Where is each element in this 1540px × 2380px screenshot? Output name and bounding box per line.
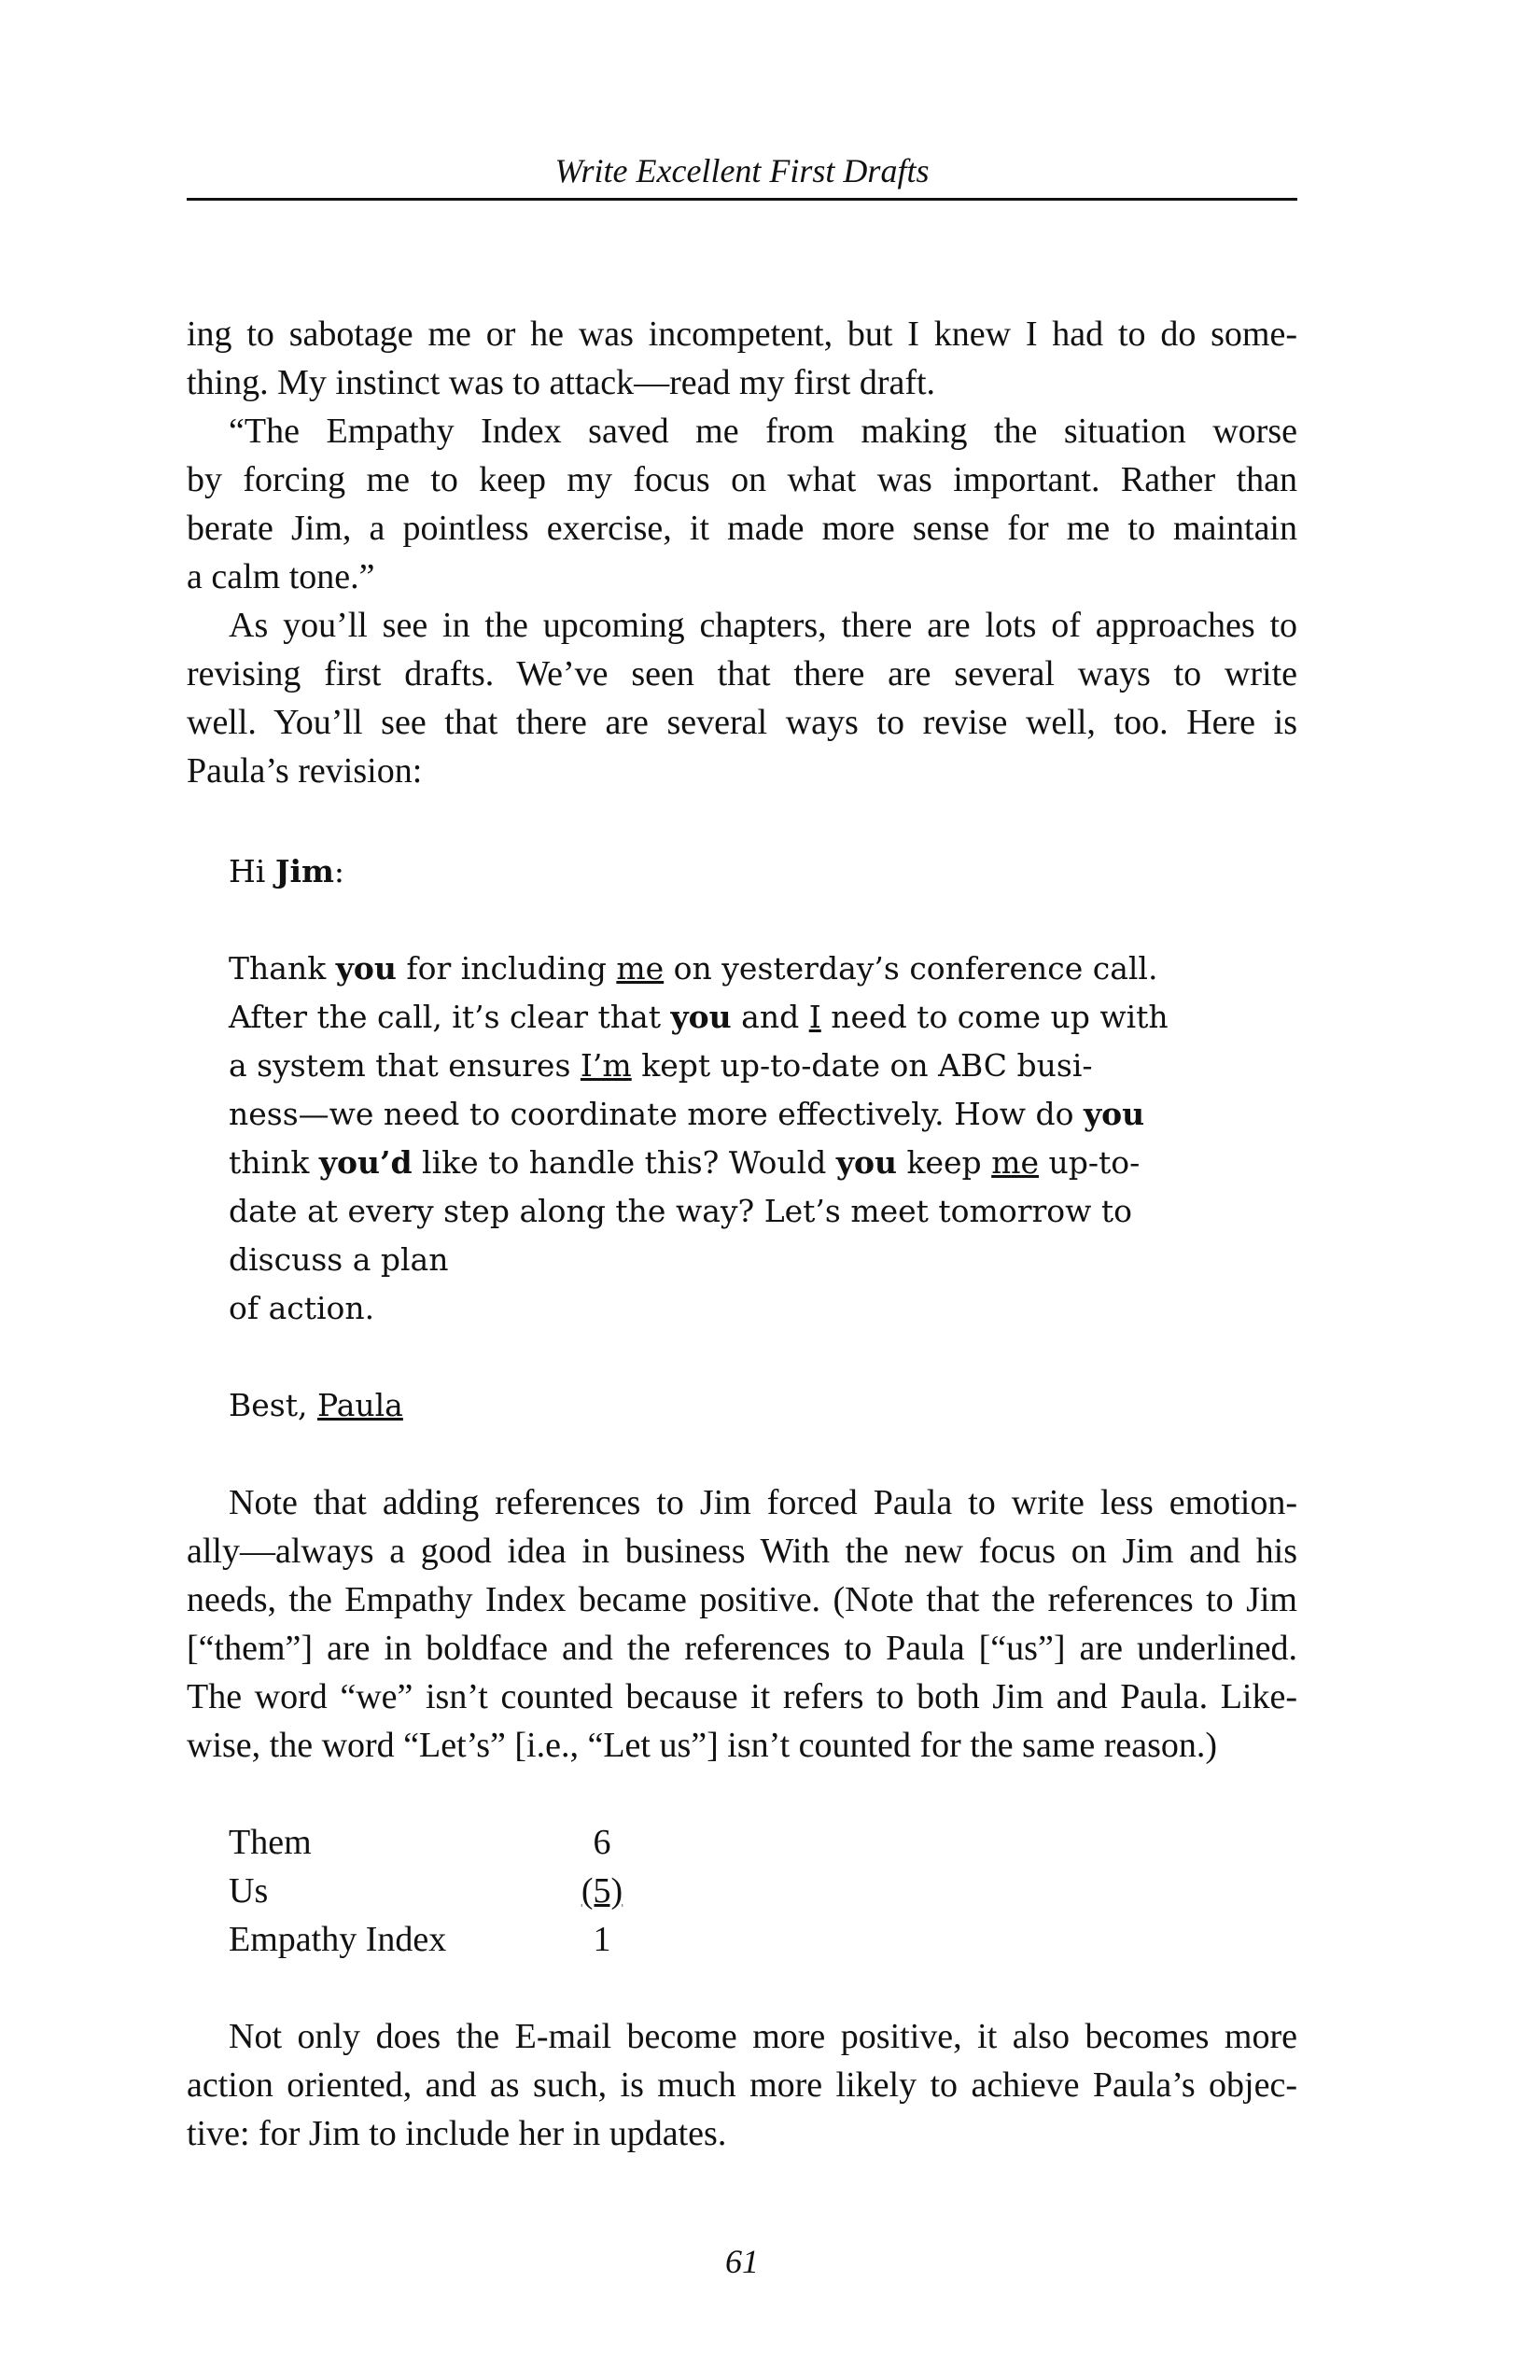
text-line: Note that adding references to Jim forced Paula to write less emotion- [229, 1483, 1297, 1522]
text-line: by forcing me to keep my focus on what was important. Rather than [187, 460, 1297, 499]
text-line: Paula’s revision: [187, 751, 423, 791]
email-them-ref: you’d [318, 1144, 413, 1181]
email-them-ref: Jim [274, 853, 334, 889]
text-line: wise, the word “Let’s” [i.e., “Let us”] isn’t counted for the same reason.) [187, 1726, 1218, 1765]
email-us-ref: me [616, 950, 665, 987]
table-label: Them [229, 1823, 312, 1862]
table-label: Empathy Index [229, 1920, 447, 1959]
email-text: kept up-to-date on ABC busi- [631, 1047, 1093, 1084]
text-line: As you’ll see in the upcoming chapters, there are lots of approaches to [229, 606, 1297, 645]
email-greeting [229, 847, 344, 896]
text-line: ally—always a good idea in business With the new focus on Jim and his [187, 1532, 1297, 1571]
email-line: date at every step along the way? Let’s meet tomorrow to [229, 1193, 1132, 1229]
email-text: After the call, it’s clear that [229, 999, 671, 1035]
email-text: like to handle this? Would [412, 1144, 836, 1181]
running-header: Write Excellent First Drafts [554, 152, 930, 189]
email-line [229, 945, 1157, 993]
email-line [229, 1139, 1140, 1187]
email-us-ref: me [991, 1144, 1040, 1181]
email-line: discuss a plan [229, 1241, 449, 1278]
text-line: tive: for Jim to include her in updates. [187, 2114, 727, 2153]
text-line: ing to sabotage me or he was incompetent, but I knew I had to do some- [187, 315, 1297, 354]
page-number: 61 [725, 2243, 759, 2280]
email-text: keep [897, 1144, 992, 1181]
email-line: of action. [229, 1290, 375, 1326]
text-line: [“them”] are in boldface and the references to Paula [“us”] are underlined. [187, 1629, 1297, 1668]
email-text: a system that ensures [229, 1047, 581, 1084]
email-text: think [229, 1144, 319, 1181]
email-us-ref: I [808, 999, 821, 1035]
email-us-ref: Paula [316, 1387, 403, 1423]
text-line: well. You’ll see that there are several ways to revise well, too. Here is [187, 703, 1297, 742]
table-value: (5) [581, 1871, 623, 1911]
email-us-ref: I’m [580, 1047, 632, 1084]
email-text: Hi [229, 853, 275, 889]
table-value: 1 [593, 1920, 611, 1959]
email-text: ness—we need to coordinate more effectively. How do [229, 1096, 1084, 1132]
email-line [229, 1042, 1093, 1090]
email-text: up-to- [1039, 1144, 1141, 1181]
email-them-ref: you [335, 950, 397, 987]
text-line: Not only does the E-mail become more positive, it also becomes more [229, 2017, 1297, 2056]
email-text: and [731, 999, 809, 1035]
email-line [229, 1090, 1144, 1139]
text-line: The word “we” isn’t counted because it refers to both Jim and Paula. Like- [187, 1677, 1297, 1716]
email-them-ref: you [670, 999, 732, 1035]
text-line: berate Jim, a pointless exercise, it made more sense for me to maintain [187, 509, 1297, 548]
email-text: Thank [229, 950, 336, 987]
text-line: action oriented, and as such, is much more likely to achieve Paula’s objec- [187, 2065, 1297, 2105]
text-line: “The Empathy Index saved me from making the situation worse [229, 412, 1297, 451]
email-text: Best, [229, 1387, 317, 1423]
table-label: Us [229, 1871, 269, 1911]
email-text: need to come up with [820, 999, 1169, 1035]
email-text: for including [396, 950, 617, 987]
table-value: 6 [593, 1823, 611, 1862]
email-signoff [229, 1381, 403, 1430]
header-rule [187, 198, 1297, 201]
text-line: revising first drafts. We’ve seen that there are several ways to write [187, 654, 1297, 693]
email-text: : [333, 853, 345, 889]
email-line [229, 993, 1169, 1042]
email-text: on yesterday’s conference call. [664, 950, 1158, 987]
text-line: a calm tone.” [187, 557, 375, 596]
email-them-ref: you [835, 1144, 898, 1181]
email-them-ref: you [1083, 1096, 1145, 1132]
text-line: thing. My instinct was to attack—read my first draft. [187, 363, 936, 402]
text-line: needs, the Empathy Index became positive. (Note that the references to Jim [187, 1580, 1297, 1619]
